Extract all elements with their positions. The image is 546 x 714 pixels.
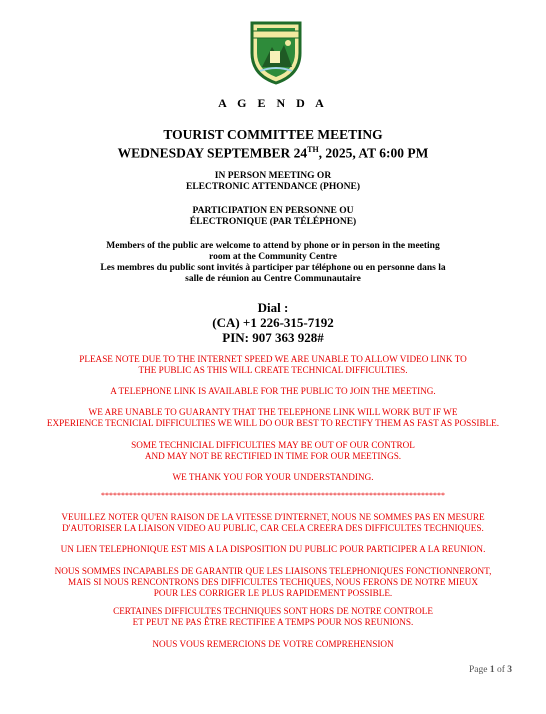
- page-total: 3: [507, 665, 512, 675]
- page-of: of: [496, 665, 505, 675]
- notice-line: NOUS VOUS REMERCIONS DE VOTRE COMPREHENSION: [152, 639, 394, 649]
- notice-en-2: [0, 386, 546, 397]
- town-crest-logo: [248, 17, 304, 85]
- attendance-french: [0, 206, 546, 228]
- attendance-fr-line: ÉLECTRONIQUE (PAR TÉLÉPHONE): [189, 217, 357, 227]
- notice-line: UN LIEN TELEPHONIQUE EST MIS A LA DISPOSITION DU PUBLIC POUR PARTICIPER A LA REUNION.: [60, 544, 486, 554]
- notice-line: AND MAY NOT BE RECTIFIED IN TIME FOR OUR MEETINGS.: [144, 451, 402, 461]
- meeting-name: TOURIST COMMITTEE MEETING: [163, 127, 383, 142]
- meeting-date-text: WEDNESDAY SEPTEMBER 24: [117, 145, 308, 161]
- attendance-fr-line: PARTICIPATION EN PERSONNE OU: [192, 206, 354, 216]
- notice-line: VEUILLEZ NOTER QU'EN RAISON DE LA VITESSE D'INTERNET, NOUS NE SOMMES PAS EN MESURE: [61, 512, 485, 522]
- notice-fr-2: [0, 544, 546, 555]
- notice-en-5: [0, 472, 546, 483]
- meeting-time-text: , 2025, AT 6:00 PM: [318, 145, 429, 161]
- page-current: 1: [489, 665, 495, 675]
- attendance-en-line: IN PERSON MEETING OR: [214, 171, 332, 181]
- meeting-date: [0, 142, 546, 161]
- public-notice-line: Les membres du public sont invités à participer par téléphone ou en personne dans la: [100, 263, 446, 273]
- notice-line: WE THANK YOU FOR YOUR UNDERSTANDING.: [172, 472, 374, 482]
- public-notice-line: Members of the public are welcome to attend by phone or in person in the meeting: [106, 241, 440, 251]
- notice-line: NOUS SOMMES INCAPABLES DE GARANTIR QUE LES LIAISONS TELEPHONIQUES FONCTIONNERONT,: [54, 566, 492, 576]
- page-label: Page: [468, 665, 488, 675]
- notice-line: D'AUTORISER LA LIAISON VIDEO AU PUBLIC, CAR CELA CREERA DES DIFFICULTES TECHNIQUES.: [62, 523, 484, 533]
- notice-line: WE ARE UNABLE TO GUARANTY THAT THE TELEPHONE LINK WILL WORK BUT IF WE: [88, 407, 458, 417]
- separator-line: **************************************************************************************: [101, 491, 445, 500]
- public-notice-line: salle de réunion au Centre Communautaire: [185, 274, 361, 284]
- notice-line: PLEASE NOTE DUE TO THE INTERNET SPEED WE ARE UNABLE TO ALLOW VIDEO LINK TO: [79, 354, 467, 364]
- notice-line: SOME TECHNICIAL DIFFICULTIES MAY BE OUT OF OUR CONTROL: [131, 440, 415, 450]
- notice-fr-5: [0, 639, 546, 650]
- notice-line: CERTAINES DIFFICULTES TECHNIQUES SONT HORS DE NOTRE CONTROLE: [113, 606, 433, 616]
- attendance-en-line: ELECTRONIC ATTENDANCE (PHONE): [185, 182, 360, 192]
- date-suffix: TH: [307, 145, 319, 154]
- public-notice-line: room at the Community Centre: [209, 252, 337, 262]
- notice-line: MAIS SI NOUS RENCONTRONS DES DIFFICULTES TECHIQUES, NOUS FERONS DE NOTRE MIEUX: [68, 577, 478, 587]
- meeting-title: [0, 127, 546, 161]
- dial-label: Dial :: [257, 300, 289, 315]
- notice-en-1: [0, 354, 546, 376]
- agenda-heading: A G E N D A: [218, 96, 328, 110]
- notice-line: THE PUBLIC AS THIS WILL CREATE TECHNICAL DIFFICULTIES.: [138, 365, 408, 375]
- notice-fr-1: [0, 512, 546, 534]
- public-notice: [0, 241, 546, 285]
- notice-line: ET PEUT NE PAS ÊTRE RECTIFIEE A TEMPS POUR NOS REUNIONS.: [132, 617, 414, 627]
- dial-pin: PIN: 907 363 928#: [222, 330, 324, 345]
- notice-en-4: [0, 440, 546, 462]
- notice-line: A TELEPHONE LINK IS AVAILABLE FOR THE PUBLIC TO JOIN THE MEETING.: [110, 386, 436, 396]
- notice-fr-4: [0, 606, 546, 628]
- dial-in-info: [0, 300, 546, 345]
- notice-en-3: [0, 407, 546, 429]
- notice-line: EXPERIENCE TECNICIAL DIFFICULTIES WE WILL DO OUR BEST TO RECTIFY THEM AS FAST AS POSSIBLE.: [46, 418, 500, 428]
- page-number: [469, 665, 512, 675]
- notice-line: POUR LES CORRIGER LE PLUS RAPIDEMENT POSSIBLE.: [153, 588, 393, 598]
- dial-number: (CA) +1 226-315-7192: [212, 315, 334, 330]
- attendance-english: [0, 171, 546, 193]
- notice-fr-3: [0, 566, 546, 599]
